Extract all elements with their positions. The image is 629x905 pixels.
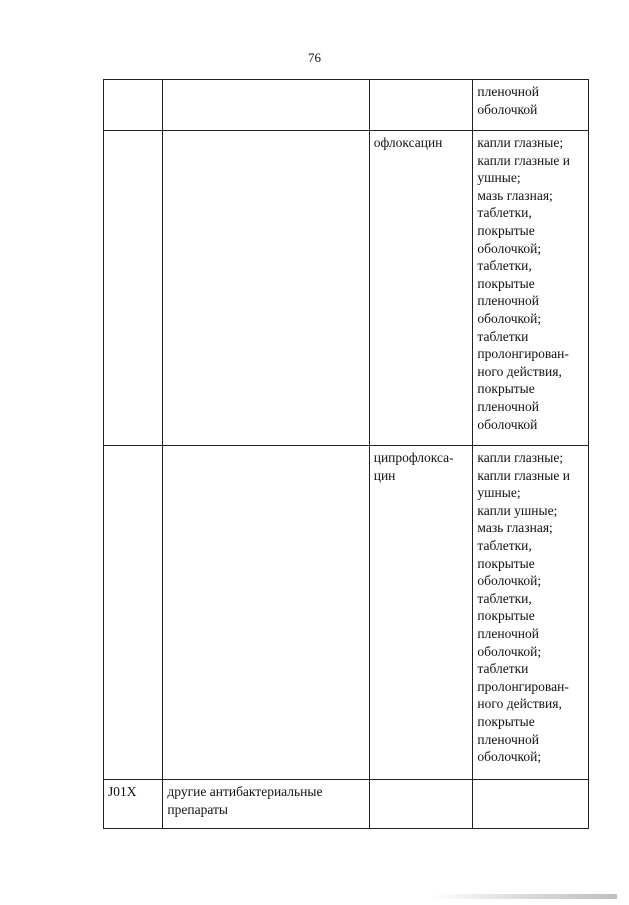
dosage-forms-line: мазь глазная; <box>477 187 553 203</box>
pharmacological-group-line: другие антибактериальные <box>167 784 323 799</box>
dosage-forms-line: оболочкой; <box>477 749 542 765</box>
dosage-forms-line: капли глазные; <box>477 450 564 465</box>
dosage-forms-cell <box>473 780 589 829</box>
atc-code-cell <box>104 131 163 446</box>
pharmacological-group-cell <box>163 446 369 780</box>
dosage-forms-line: капли глазные; <box>477 135 564 150</box>
dosage-forms-line: покрытые <box>477 713 535 729</box>
table-row <box>104 131 589 446</box>
dosage-forms-line: капли ушные; <box>477 502 558 518</box>
dosage-forms-line: таблетки, <box>477 205 532 221</box>
atc-code-text: J01X <box>108 784 137 799</box>
page-number: 76 <box>308 50 321 65</box>
drug-name-line: офлоксацин <box>373 135 443 150</box>
dosage-forms-line: капли глазные и <box>477 152 570 168</box>
table-row <box>104 446 589 780</box>
dosage-forms-line: капли глазные и <box>477 467 570 483</box>
dosage-forms-line: пролонгирован- <box>477 346 569 362</box>
pharmacological-group-cell <box>163 780 369 829</box>
dosage-forms-line: оболочкой; <box>477 310 542 326</box>
scan-artifact <box>432 894 617 899</box>
drug-classification-table <box>103 79 589 829</box>
table-body <box>104 80 589 829</box>
dosage-forms-line: пролонгирован- <box>477 678 569 694</box>
drug-name-line: ципрофлокса- <box>373 450 454 465</box>
dosage-forms-line: покрытые <box>477 275 535 291</box>
dosage-forms-line: ушные; <box>477 485 521 501</box>
dosage-forms-line: оболочкой <box>477 416 538 432</box>
drug-name-cell <box>369 80 473 131</box>
dosage-forms-line: ушные; <box>477 170 521 186</box>
dosage-forms-line: покрытые <box>477 555 535 571</box>
dosage-forms-line: таблетки, <box>477 537 532 553</box>
dosage-forms-line: покрытые <box>477 381 535 397</box>
dosage-forms-line: ного действия, <box>477 363 562 379</box>
pharmacological-group-cell <box>163 131 369 446</box>
pharmacological-group-cell <box>163 80 369 131</box>
atc-code-cell <box>104 80 163 131</box>
drug-name-cell <box>369 780 473 829</box>
dosage-forms-line: пленочной <box>477 84 539 99</box>
dosage-forms-line: таблетки, <box>477 590 532 606</box>
table-row <box>104 780 589 829</box>
dosage-forms-line: оболочкой; <box>477 643 542 659</box>
dosage-forms-line: ного действия, <box>477 696 562 712</box>
drug-name-cell <box>369 446 473 780</box>
dosage-forms-line: таблетки, <box>477 258 532 274</box>
dosage-forms-line: оболочкой; <box>477 573 542 589</box>
dosage-forms-line: покрытые <box>477 222 535 238</box>
dosage-forms-line: таблетки <box>477 661 529 677</box>
dosage-forms-line: пленочной <box>477 398 539 414</box>
dosage-forms-line: пленочной <box>477 293 539 309</box>
drug-name-cell <box>369 131 473 446</box>
dosage-forms-cell <box>473 131 589 446</box>
atc-code-cell <box>104 446 163 780</box>
table-row <box>104 80 589 131</box>
dosage-forms-line: таблетки <box>477 328 529 344</box>
dosage-forms-line: пленочной <box>477 625 539 641</box>
dosage-forms-line: пленочной <box>477 731 539 747</box>
dosage-forms-line: оболочкой; <box>477 240 542 256</box>
dosage-forms-line: покрытые <box>477 608 535 624</box>
dosage-forms-line: мазь глазная; <box>477 520 553 536</box>
dosage-forms-line: оболочкой <box>477 101 538 117</box>
pharmacological-group-line: препараты <box>167 801 228 817</box>
drug-name-line: цин <box>373 467 396 483</box>
dosage-forms-cell <box>473 80 589 131</box>
dosage-forms-cell <box>473 446 589 780</box>
atc-code-cell <box>104 780 163 829</box>
